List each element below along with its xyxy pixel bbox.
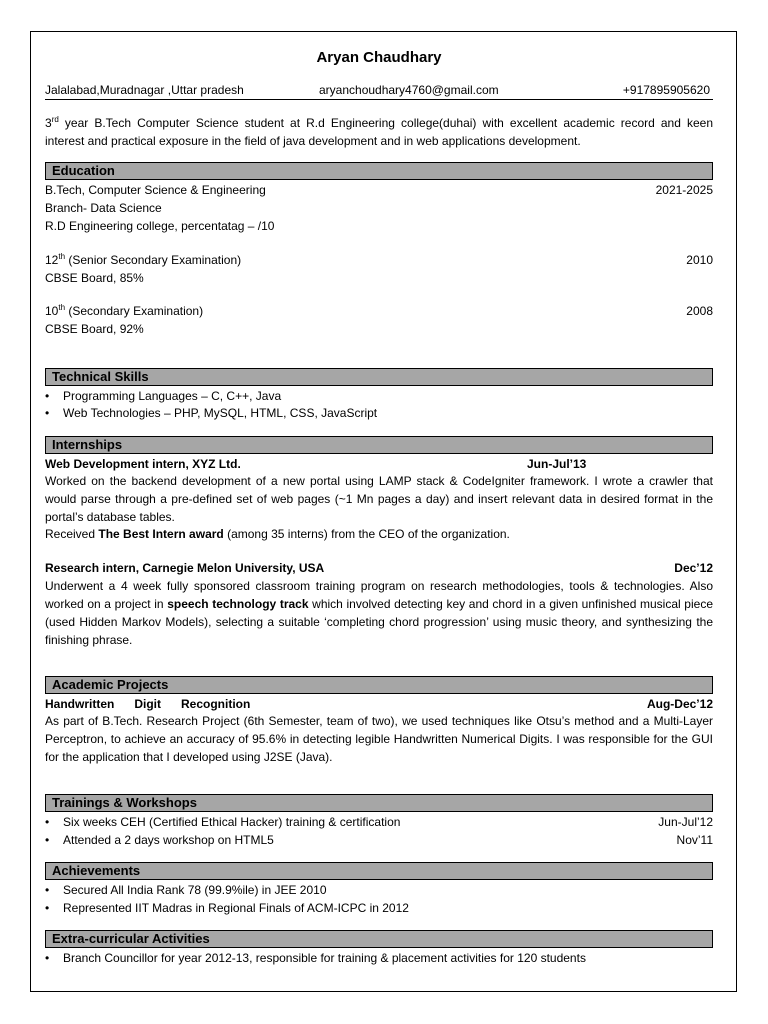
training-date: Jun-Jul’12 bbox=[658, 815, 713, 829]
list-item bbox=[45, 831, 713, 849]
list-item bbox=[45, 881, 713, 899]
education-twelfth-board bbox=[45, 269, 713, 287]
project-heading bbox=[45, 695, 713, 713]
college-text: R.D Engineering college, percentatag – /10 bbox=[45, 219, 275, 233]
section-header-education: Education bbox=[45, 162, 713, 180]
section-header-technical-skills: Technical Skills bbox=[45, 368, 713, 386]
twelfth-year: 2010 bbox=[686, 253, 713, 267]
internship-1-description: Worked on the backend development of a new portal using LAMP stack & CodeIgniter framework. I wrote a crawler that would parse through a pre-defined set of web pages (~1 Mn pages a day) and insert relevant data in desired format in the portal’s database tables. bbox=[45, 474, 713, 524]
twelfth-label bbox=[45, 251, 241, 269]
list-item bbox=[45, 813, 713, 831]
section-header-extracurricular: Extra-curricular Activities bbox=[45, 930, 713, 948]
award-prefix: Received bbox=[45, 527, 99, 541]
tenth-text: (Secondary Examination) bbox=[65, 304, 204, 318]
summary-text: year B.Tech Computer Science student at R.d Engineering college(duhai) with excellent academic record and keen interest and practical exposure in the field of java development and in web applications development. bbox=[45, 116, 713, 148]
list-item bbox=[45, 949, 713, 967]
project-description: As part of B.Tech. Research Project (6th Semester, team of two), we used techniques like Otsu’s method and a Multi-Layer Perceptron, to achieve an accuracy of 95.6% in detecting legible Handwritten Numerical Digits. I was responsible for the GUI for the application that I developed using J2SE (Java). bbox=[45, 714, 713, 764]
activity-text: Branch Councillor for year 2012-13, responsible for training & placement activities for 120 students bbox=[63, 951, 586, 965]
skill-text: Programming Languages – C, C++, Java bbox=[63, 389, 282, 403]
section-header-trainings: Trainings & Workshops bbox=[45, 794, 713, 812]
award-name: The Best Intern award bbox=[98, 527, 224, 541]
skill-text: Web Technologies – PHP, MySQL, HTML, CSS, JavaScript bbox=[63, 406, 378, 420]
section-header-academic-projects: Academic Projects bbox=[45, 676, 713, 694]
bullet-icon: • bbox=[45, 406, 50, 420]
twelfth-text: (Senior Secondary Examination) bbox=[65, 253, 242, 267]
list-item bbox=[45, 404, 713, 422]
bullet-icon: • bbox=[45, 389, 50, 403]
contact-line bbox=[45, 83, 713, 100]
education-btech bbox=[45, 181, 713, 199]
bullet-icon: • bbox=[45, 815, 50, 829]
summary bbox=[45, 114, 713, 150]
internship-1-role: Web Development intern bbox=[45, 457, 186, 471]
tenth-year: 2008 bbox=[686, 304, 713, 318]
education-twelfth bbox=[45, 251, 713, 269]
award-suffix: (among 35 interns) from the CEO of the organization. bbox=[223, 527, 510, 541]
education-tenth-board bbox=[45, 320, 713, 338]
internship-2-heading bbox=[45, 559, 713, 577]
twelfth-num: 12 bbox=[45, 253, 59, 267]
list-item bbox=[45, 387, 713, 405]
email: aryanchoudhary4760@gmail.com bbox=[319, 83, 499, 97]
internship-2-desc-part1: Underwent a 4 week fully sponsored classroom training program on research methodologies, tools & technologies. Also worked on a project in bbox=[45, 579, 713, 611]
training-text: Six weeks CEH (Certified Ethical Hacker) training & certification bbox=[63, 815, 401, 829]
summary-ordinal-suffix: rd bbox=[51, 115, 59, 124]
branch-text: Branch- Data Science bbox=[45, 201, 162, 215]
internship-1-company: , XYZ Ltd. bbox=[185, 457, 241, 471]
degree: B.Tech, Computer Science & Engineering bbox=[45, 183, 266, 197]
phone: +917895905620 bbox=[622, 83, 710, 97]
bullet-icon: • bbox=[45, 883, 50, 897]
tenth-num: 10 bbox=[45, 304, 59, 318]
internship-2-date: Dec’12 bbox=[674, 561, 713, 575]
achievement-text: Secured All India Rank 78 (99.9%ile) in JEE 2010 bbox=[63, 883, 327, 897]
education-tenth bbox=[45, 302, 713, 320]
internship-2-title: Research intern, Carnegie Melon University, USA bbox=[45, 561, 325, 575]
internship-1-award bbox=[45, 525, 713, 543]
twelfth-suffix: th bbox=[58, 252, 66, 261]
internship-2-desc-part2: which involved detecting key and chord in a given unfinished musical piece (used Hidden Markov Models), selecting a suitable ‘completing chord progression’ using music theory, and synthesizing the finishing phrase. bbox=[45, 597, 713, 647]
section-header-achievements: Achievements bbox=[45, 862, 713, 880]
internship-2-description bbox=[45, 577, 713, 649]
education-college bbox=[45, 217, 713, 235]
internship-1-date: Jun-Jul’13 bbox=[527, 457, 587, 471]
tenth-suffix: th bbox=[58, 303, 66, 312]
tenth-board-text: CBSE Board, 92% bbox=[45, 322, 144, 336]
education-branch bbox=[45, 199, 713, 217]
twelfth-board-text: CBSE Board, 85% bbox=[45, 271, 144, 285]
bullet-icon: • bbox=[45, 901, 50, 915]
degree-years: 2021-2025 bbox=[655, 183, 713, 197]
address: Jalalabad,Muradnagar ,Uttar pradesh bbox=[45, 83, 244, 97]
candidate-name: Aryan Chaudhary bbox=[316, 49, 442, 66]
summary-ordinal: 3 bbox=[45, 116, 52, 130]
list-item bbox=[45, 899, 713, 917]
bullet-icon: • bbox=[45, 833, 50, 847]
internship-1-heading bbox=[45, 455, 713, 473]
internship-2-desc-bold: speech technology track bbox=[167, 597, 309, 611]
bullet-icon: • bbox=[45, 951, 50, 965]
achievement-text: Represented IIT Madras in Regional Finals of ACM-ICPC in 2012 bbox=[63, 901, 409, 915]
tenth-label bbox=[45, 302, 203, 320]
internship-1-title bbox=[45, 455, 241, 473]
project-name: Handwritten Digit Recognition bbox=[45, 697, 251, 711]
section-header-internships: Internships bbox=[45, 436, 713, 454]
training-text: Attended a 2 days workshop on HTML5 bbox=[63, 833, 274, 847]
project-date: Aug-Dec’12 bbox=[646, 697, 713, 711]
training-date: Nov’11 bbox=[676, 833, 713, 847]
